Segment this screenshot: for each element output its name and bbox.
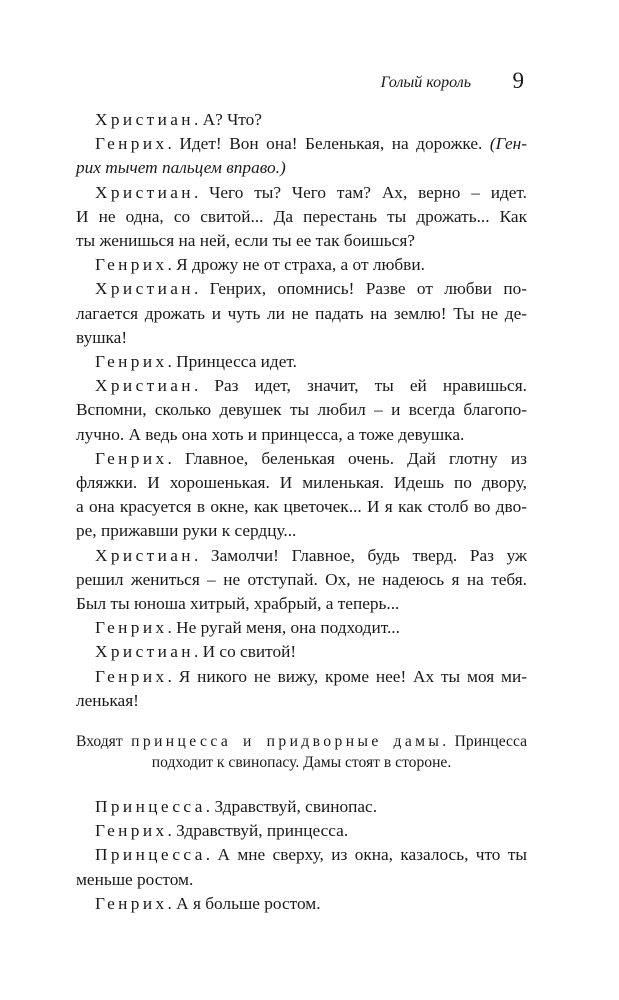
text-line [95, 132, 527, 156]
text-line [95, 616, 527, 640]
speech: . Здравствуй, принцесса. [167, 821, 349, 841]
text-line [95, 181, 527, 205]
stage-direction-line [76, 731, 527, 752]
speech: . Замолчи! Главное, будь тверд. Раз уж [193, 545, 527, 565]
speaker-name: Христиан [95, 376, 194, 396]
speech: . Не ругай меня, она подходит... [167, 618, 400, 638]
speaker-name: Принцесса [95, 797, 206, 817]
text-line [95, 350, 527, 374]
text-line: решил жениться – не отступай. Ох, не надеюсь я на тебя. [76, 569, 527, 589]
speaker-name: Генрих [95, 618, 168, 638]
speech: . А мне сверху, из окна, казалось, что ты [205, 845, 527, 865]
page-number: 9 [512, 68, 524, 93]
text-line [76, 156, 527, 180]
speaker-name: Генрих [95, 893, 168, 913]
text-line: меньше ростом. [76, 869, 194, 889]
text-line [95, 892, 527, 916]
text-line [95, 544, 527, 568]
speaker-name: Христиан [95, 279, 194, 299]
speaker-name: Генрих [95, 352, 168, 372]
speech: . Чего ты? Чего там? Ах, верно – идет. [193, 182, 527, 202]
speaker-name: Генрих [95, 255, 168, 275]
running-title: Голый король [380, 74, 471, 91]
character-name: придворные дамы [266, 733, 443, 751]
text-line [95, 843, 527, 867]
stage-text: Входят [76, 733, 132, 751]
stage-text: . Принцесса [442, 733, 528, 751]
text-line [95, 374, 527, 398]
speech: . Раз идет, значит, ты ей нравишься. [193, 376, 527, 396]
text-line: ты женишься на ней, если ты ее так боишься? [76, 231, 415, 251]
text-line [95, 253, 527, 277]
inline-stage-direction: рих тычет пальцем вправо.) [76, 158, 286, 178]
character-name: принцесса [131, 733, 232, 751]
speech: . Идет! Вон она! Беленькая, на дорожке. [167, 134, 490, 154]
speech: . Я никого не вижу, кроме нее! Ах ты моя ми- [167, 666, 527, 686]
speech: . И со свитой! [193, 642, 297, 662]
speech: . Главное, беленькая очень. Дай глотну из [167, 448, 527, 468]
text-line [95, 665, 527, 689]
speech: . А я больше ростом. [167, 893, 321, 913]
speaker-name: Генрих [95, 666, 168, 686]
stage-direction-line: подходит к свинопасу. Дамы стоят в стороне. [151, 754, 452, 772]
speech: . Я дрожу не от страха, а от любви. [167, 255, 425, 275]
stage-text: и [231, 733, 267, 751]
text-line: ленькая! [76, 690, 139, 710]
text-line: вушка! [76, 327, 128, 347]
text-line [95, 108, 527, 132]
text-line: ре, прижавши руки к сердцу... [76, 521, 297, 541]
speaker-name: Христиан [95, 182, 194, 202]
play-text [76, 108, 528, 916]
text-line [95, 640, 527, 664]
speaker-name: Генрих [95, 448, 168, 468]
text-line [95, 277, 527, 301]
speaker-name: Христиан [95, 110, 194, 129]
text-line: а она красуется в окне, как цветочек... И я как столб во дво- [76, 497, 527, 517]
text-line [95, 819, 527, 843]
inline-stage-direction: (Ген- [489, 134, 527, 154]
text-line [95, 795, 527, 819]
text-line: лагается дрожать и чуть ли не падать на землю! Ты не де- [76, 303, 527, 323]
speech: . Принцесса идет. [167, 352, 297, 372]
text-line: Был ты юноша хитрый, храбрый, а теперь... [76, 594, 400, 614]
speech: . А? Что? [193, 110, 262, 129]
speaker-name: Принцесса [95, 845, 206, 865]
stage-direction [76, 731, 527, 773]
speech: . Здравствуй, свинопас. [205, 797, 378, 817]
text-line [95, 447, 527, 471]
speech: . Генрих, опомнись! Разве от любви по- [193, 279, 527, 299]
speaker-name: Генрих [95, 134, 168, 154]
speaker-name: Христиан [95, 642, 194, 662]
text-line: Вспомни, сколько девушек ты любил – и всегда благопо- [76, 400, 527, 420]
speaker-name: Генрих [95, 821, 168, 841]
speaker-name: Христиан [95, 545, 194, 565]
text-line: И не одна, со свитой... Да перестань ты дрожать... Как [76, 206, 527, 226]
text-line: лучно. А ведь она хоть и принцесса, а тоже девушка. [76, 424, 465, 444]
text-line: фляжки. И хорошенькая. И миленькая. Идешь по двору, [76, 473, 527, 493]
